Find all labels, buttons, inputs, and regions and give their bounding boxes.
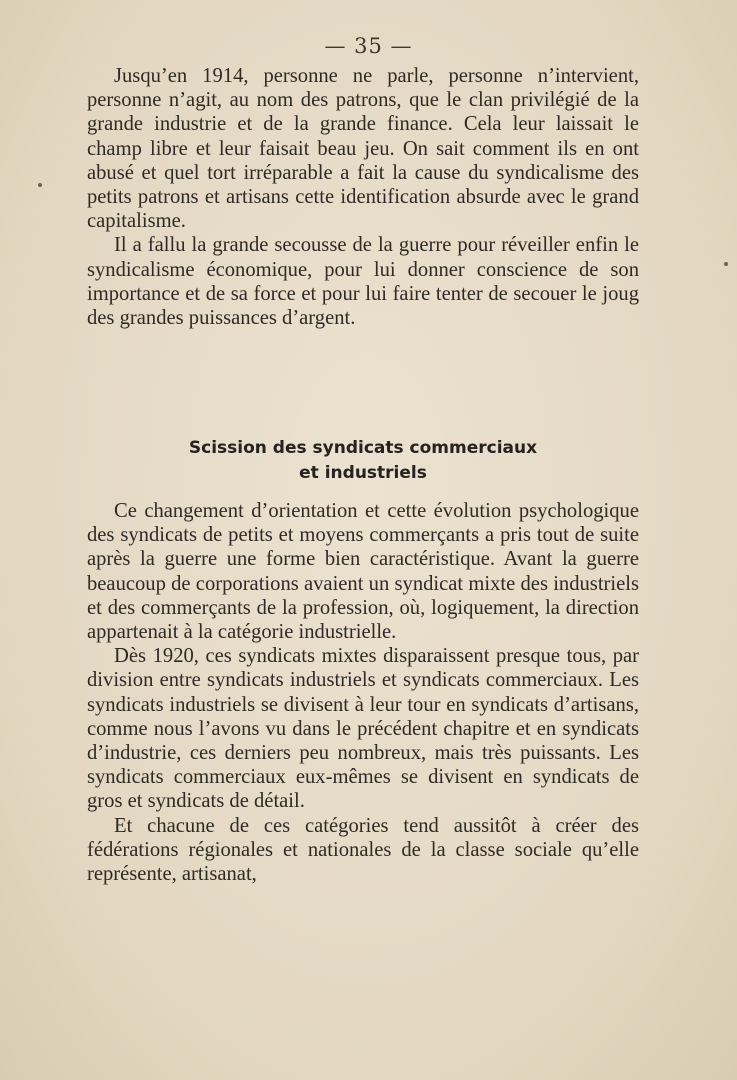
text-block-before-heading [87, 64, 639, 330]
paper-speck [38, 183, 42, 187]
section-heading-line-1: Scission des syndicats commerciaux [188, 438, 538, 458]
paragraph: Il a fallu la grande secousse de la guerre pour réveiller enfin le syndicalisme économique, pour lui donner conscience de son importance et de sa force et pour lui faire tenter de secouer le joug des grandes puissances d’argent. [87, 234, 639, 330]
paragraph: Et chacune de ces catégories tend aussitôt à créer des fédérations régionales et nationales de la classe sociale qu’elle représente, artisanat, [87, 814, 639, 886]
paragraph: Dès 1920, ces syndicats mixtes disparaissent presque tous, par division entre syndicats industriels et syndicats commerciaux. Les syndicats industriels se divisent à leur tour en syndicats d’artisans, comme nous l’avons vu dans le précédent chapitre et en syndicats d’industrie, ces derniers peu nombreux, mais très puissants. Les syndicats commerciaux eux-mêmes se divisent en syndicats de gros et syndicats de détail. [87, 645, 639, 813]
text-block-after-heading [87, 499, 639, 886]
paragraph: Jusqu’en 1914, personne ne parle, personne n’intervient, personne n’agit, au nom des patrons, que le clan privilégié de la grande industrie et de la grande finance. Cela leur laissait le champ libre et leur faisait beau jeu. On sait comment ils en ont abusé et quel tort irréparable a fait la cause du syndicalisme des petits patrons et artisans cette identification absurde avec le grand capitalisme. [87, 65, 639, 233]
page-number: — 35 — [324, 34, 413, 58]
section-heading [87, 436, 639, 486]
paper-speck [724, 262, 728, 266]
section-heading-line-2: et industriels [299, 463, 427, 483]
paragraph: Ce changement d’orientation et cette évolution psychologique des syndicats de petits et moyens commerçants a pris tout de suite après la guerre une forme bien caractéristique. Avant la guerre beaucoup de corporations avaient un syndicat mixte des industriels et des commerçants de la profession, où, logiquement, la direction appartenait à la catégorie industrielle. [87, 500, 639, 644]
